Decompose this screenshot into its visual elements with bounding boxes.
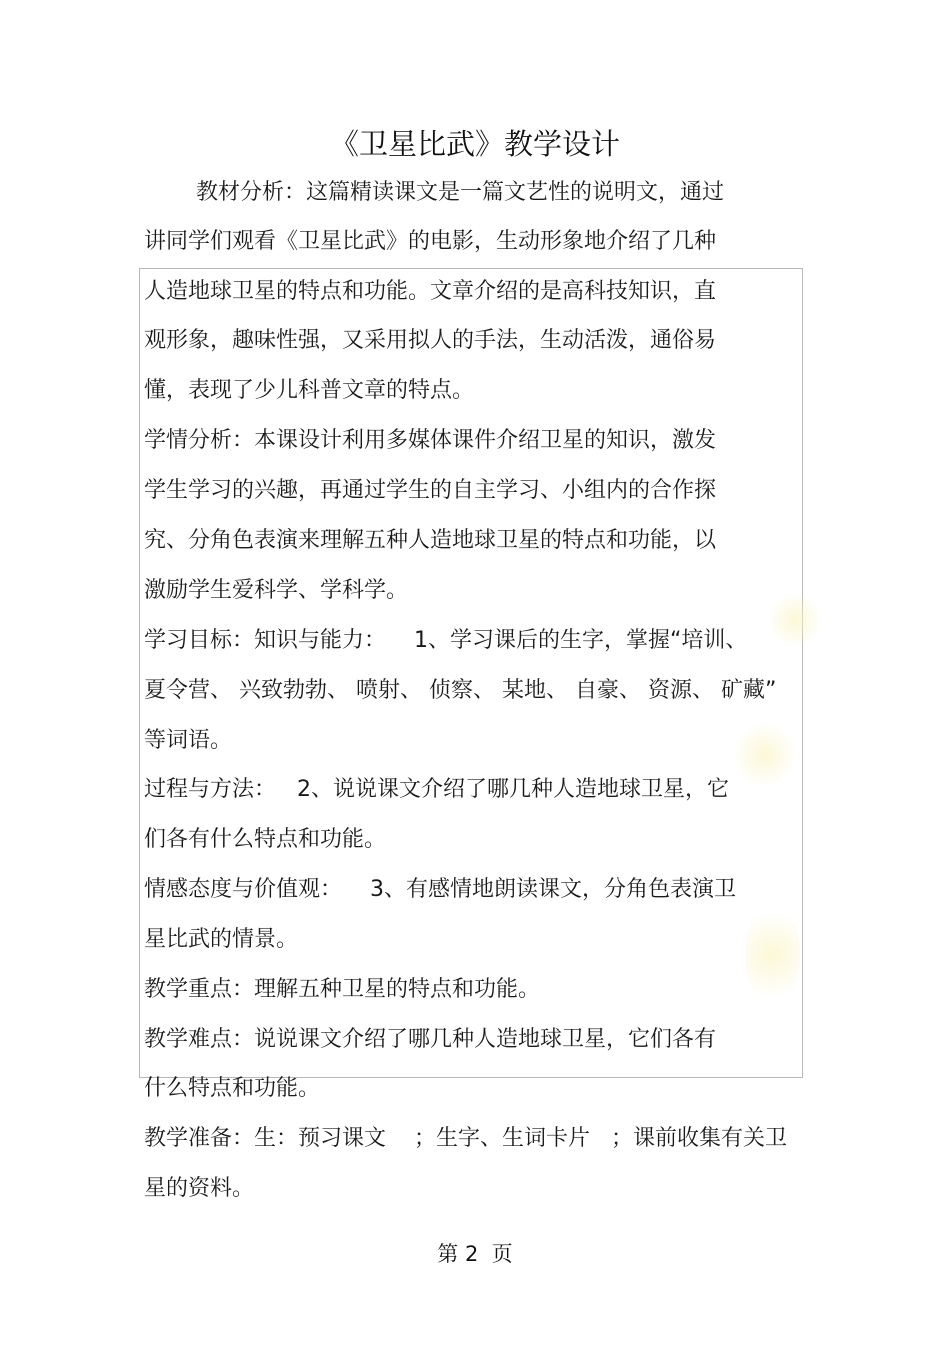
text-line: 人造地球卫星的特点和功能。文章介绍的是高科技知识，直 (144, 279, 717, 304)
text-line: 究、分角色表演来理解五种人造地球卫星的特点和功能，以 (144, 528, 717, 553)
text-line: 懂，表现了少儿科普文章的特点。 (144, 378, 475, 403)
text-line: 学情分析：本课设计利用多媒体课件介绍卫星的知识，激发 (144, 428, 717, 453)
document-title: 《卫星比武》教学设计 (329, 127, 620, 161)
text-line: 夏令营、 兴致勃勃、 喷射、 侦察、 某地、 自豪、 资源、 矿藏” (144, 678, 777, 703)
text-line: 讲同学们观看《卫星比武》的电影，生动形象地介绍了几种 (144, 229, 717, 254)
paper-stain (735, 720, 795, 790)
text-line: 星比武的情景。 (144, 927, 299, 952)
text-line: 等词语。 (144, 728, 233, 753)
text-line: 教学重点：理解五种卫星的特点和功能。 (144, 977, 541, 1002)
text-line: 学习目标：知识与能力： 1、学习课后的生字，掌握“培训、 (144, 628, 748, 653)
text-line: 什么特点和功能。 (144, 1076, 321, 1101)
paper-stain (770, 590, 820, 650)
page-number: 第 2 页 (437, 1242, 513, 1266)
text-line: 们各有什么特点和功能。 (144, 827, 387, 852)
text-line: 情感态度与价值观： 3、有感情地朗读课文，分角色表演卫 (144, 877, 736, 902)
text-line: 过程与方法： 2、说说课文介绍了哪几种人造地球卫星，它 (144, 777, 729, 802)
text-line: 教材分析：这篇精读课文是一篇文艺性的说明文，通过 (196, 180, 725, 205)
text-line: 星的资料。 (144, 1176, 255, 1201)
text-line: 学生学习的兴趣，再通过学生的自主学习、小组内的合作探 (144, 478, 717, 503)
text-line: 观形象，趣味性强，又采用拟人的手法，生动活泼，通俗易 (144, 328, 717, 353)
text-line: 教学准备：生：预习课文 ；生字、生词卡片 ；课前收集有关卫 (144, 1126, 787, 1151)
paper-stain (745, 900, 800, 1010)
text-line: 激励学生爱科学、学科学。 (144, 578, 409, 603)
text-line: 教学难点：说说课文介绍了哪几种人造地球卫星，它们各有 (144, 1027, 717, 1052)
